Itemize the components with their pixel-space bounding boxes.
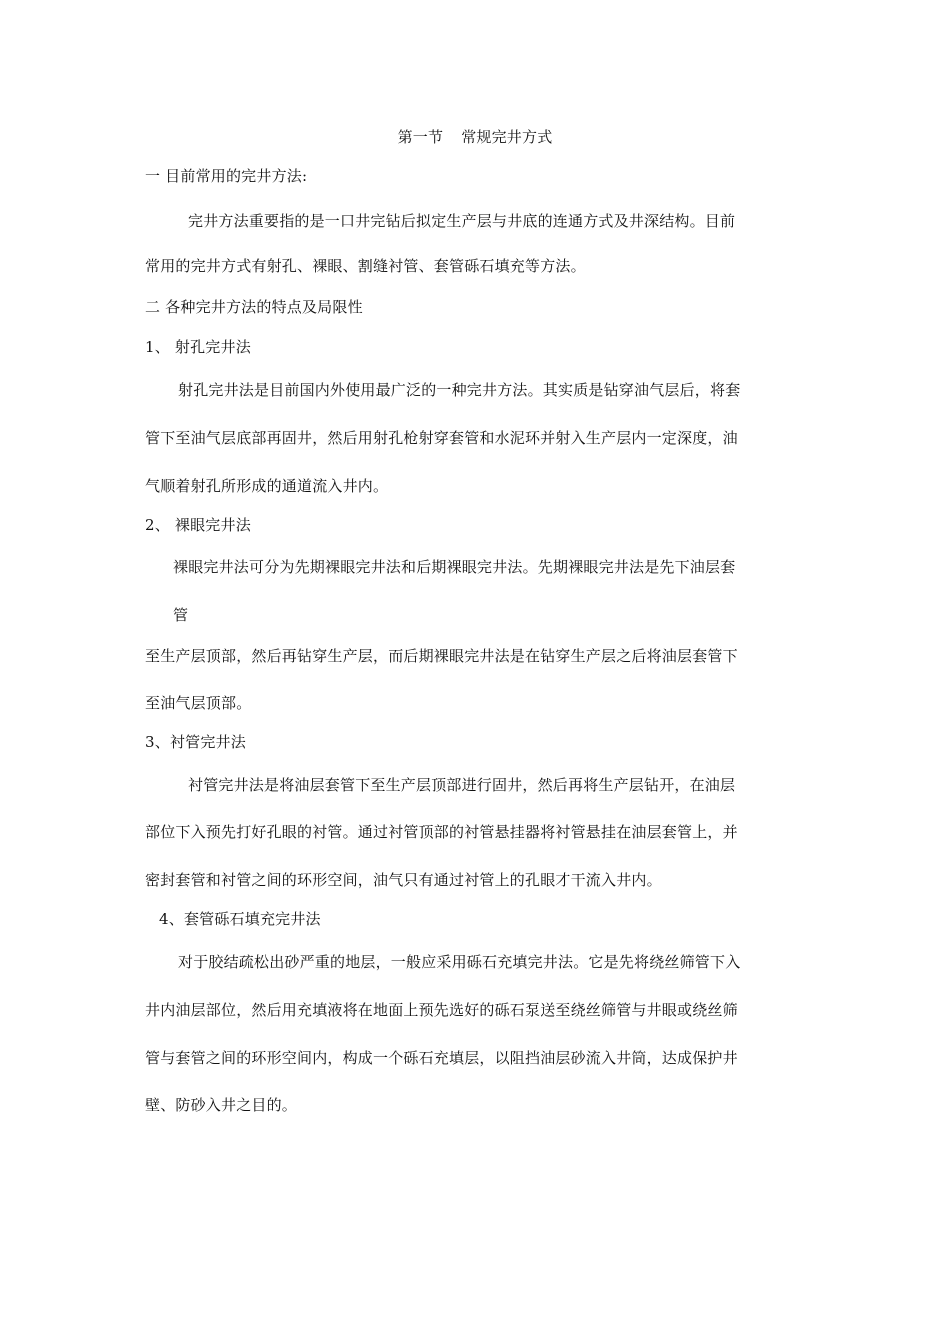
subheading-gravel-pack: 4、套管砾石填充完井法: [159, 910, 321, 928]
paragraph-perforation-line-2: 管下至油气层底部再固井，然后用射孔枪射穿套管和水泥环并射入生产层内一定深度，油: [145, 429, 738, 447]
paragraph-liner-line-3: 密封套管和衬管之间的环形空间，油气只有通过衬管上的孔眼才干流入井内。: [145, 871, 662, 889]
title-section-number: 第一节: [397, 128, 444, 146]
paragraph-liner-line-1: 衬管完井法是将油层套管下至生产层顶部进行固井，然后再将生产层钻开，在油层: [188, 776, 736, 794]
heading-common-methods: 一 目前常用的完井方法:: [145, 167, 308, 185]
paragraph-perforation-line-1: 射孔完井法是目前国内外使用最广泛的一种完井方法。其实质是钻穿油气层后，将套: [178, 381, 741, 399]
paragraph-intro-line-1: 完井方法重要指的是一口井完钻后拟定生产层与井底的连通方式及井深结构。目前: [188, 212, 736, 230]
paragraph-intro-line-2: 常用的完井方式有射孔、裸眼、割缝衬管、套管砾石填充等方法。: [145, 257, 586, 275]
subheading-liner: 3、衬管完井法: [145, 733, 246, 751]
paragraph-perforation-line-3: 气顺着射孔所形成的通道流入井内。: [145, 477, 389, 495]
paragraph-gravel-line-3: 管与套管之间的环形空间内，构成一个砾石充填层，以阻挡油层砂流入井筒，达成保护井: [145, 1049, 738, 1067]
paragraph-gravel-line-2: 井内油层部位，然后用充填液将在地面上预先选好的砾石泵送至绕丝筛管与井眼或绕丝筛: [145, 1001, 738, 1019]
paragraph-openhole-line-2: 管: [173, 606, 189, 624]
paragraph-gravel-line-1: 对于胶结疏松出砂严重的地层，一般应采用砾石充填完井法。它是先将绕丝筛管下入: [178, 953, 741, 971]
paragraph-openhole-line-4: 至油气层顶部。: [145, 694, 252, 712]
paragraph-openhole-line-1: 裸眼完井法可分为先期裸眼完井法和后期裸眼完井法。先期裸眼完井法是先下油层套: [173, 558, 736, 576]
subheading-openhole: 2、 裸眼完井法: [145, 516, 251, 534]
subheading-perforation: 1、 射孔完井法: [145, 338, 251, 356]
paragraph-openhole-line-3: 至生产层顶部，然后再钻穿生产层，而后期裸眼完井法是在钻穿生产层之后将油层套管下: [145, 647, 738, 665]
title-section-name: 常规完井方式: [461, 128, 553, 146]
paragraph-gravel-line-4: 壁、防砂入井之目的。: [145, 1096, 298, 1114]
paragraph-liner-line-2: 部位下入预先打好孔眼的衬管。通过衬管顶部的衬管悬挂器将衬管悬挂在油层套管上，并: [145, 823, 738, 841]
page-title: [0, 127, 950, 147]
heading-features: 二 各种完井方法的特点及局限性: [145, 298, 363, 316]
